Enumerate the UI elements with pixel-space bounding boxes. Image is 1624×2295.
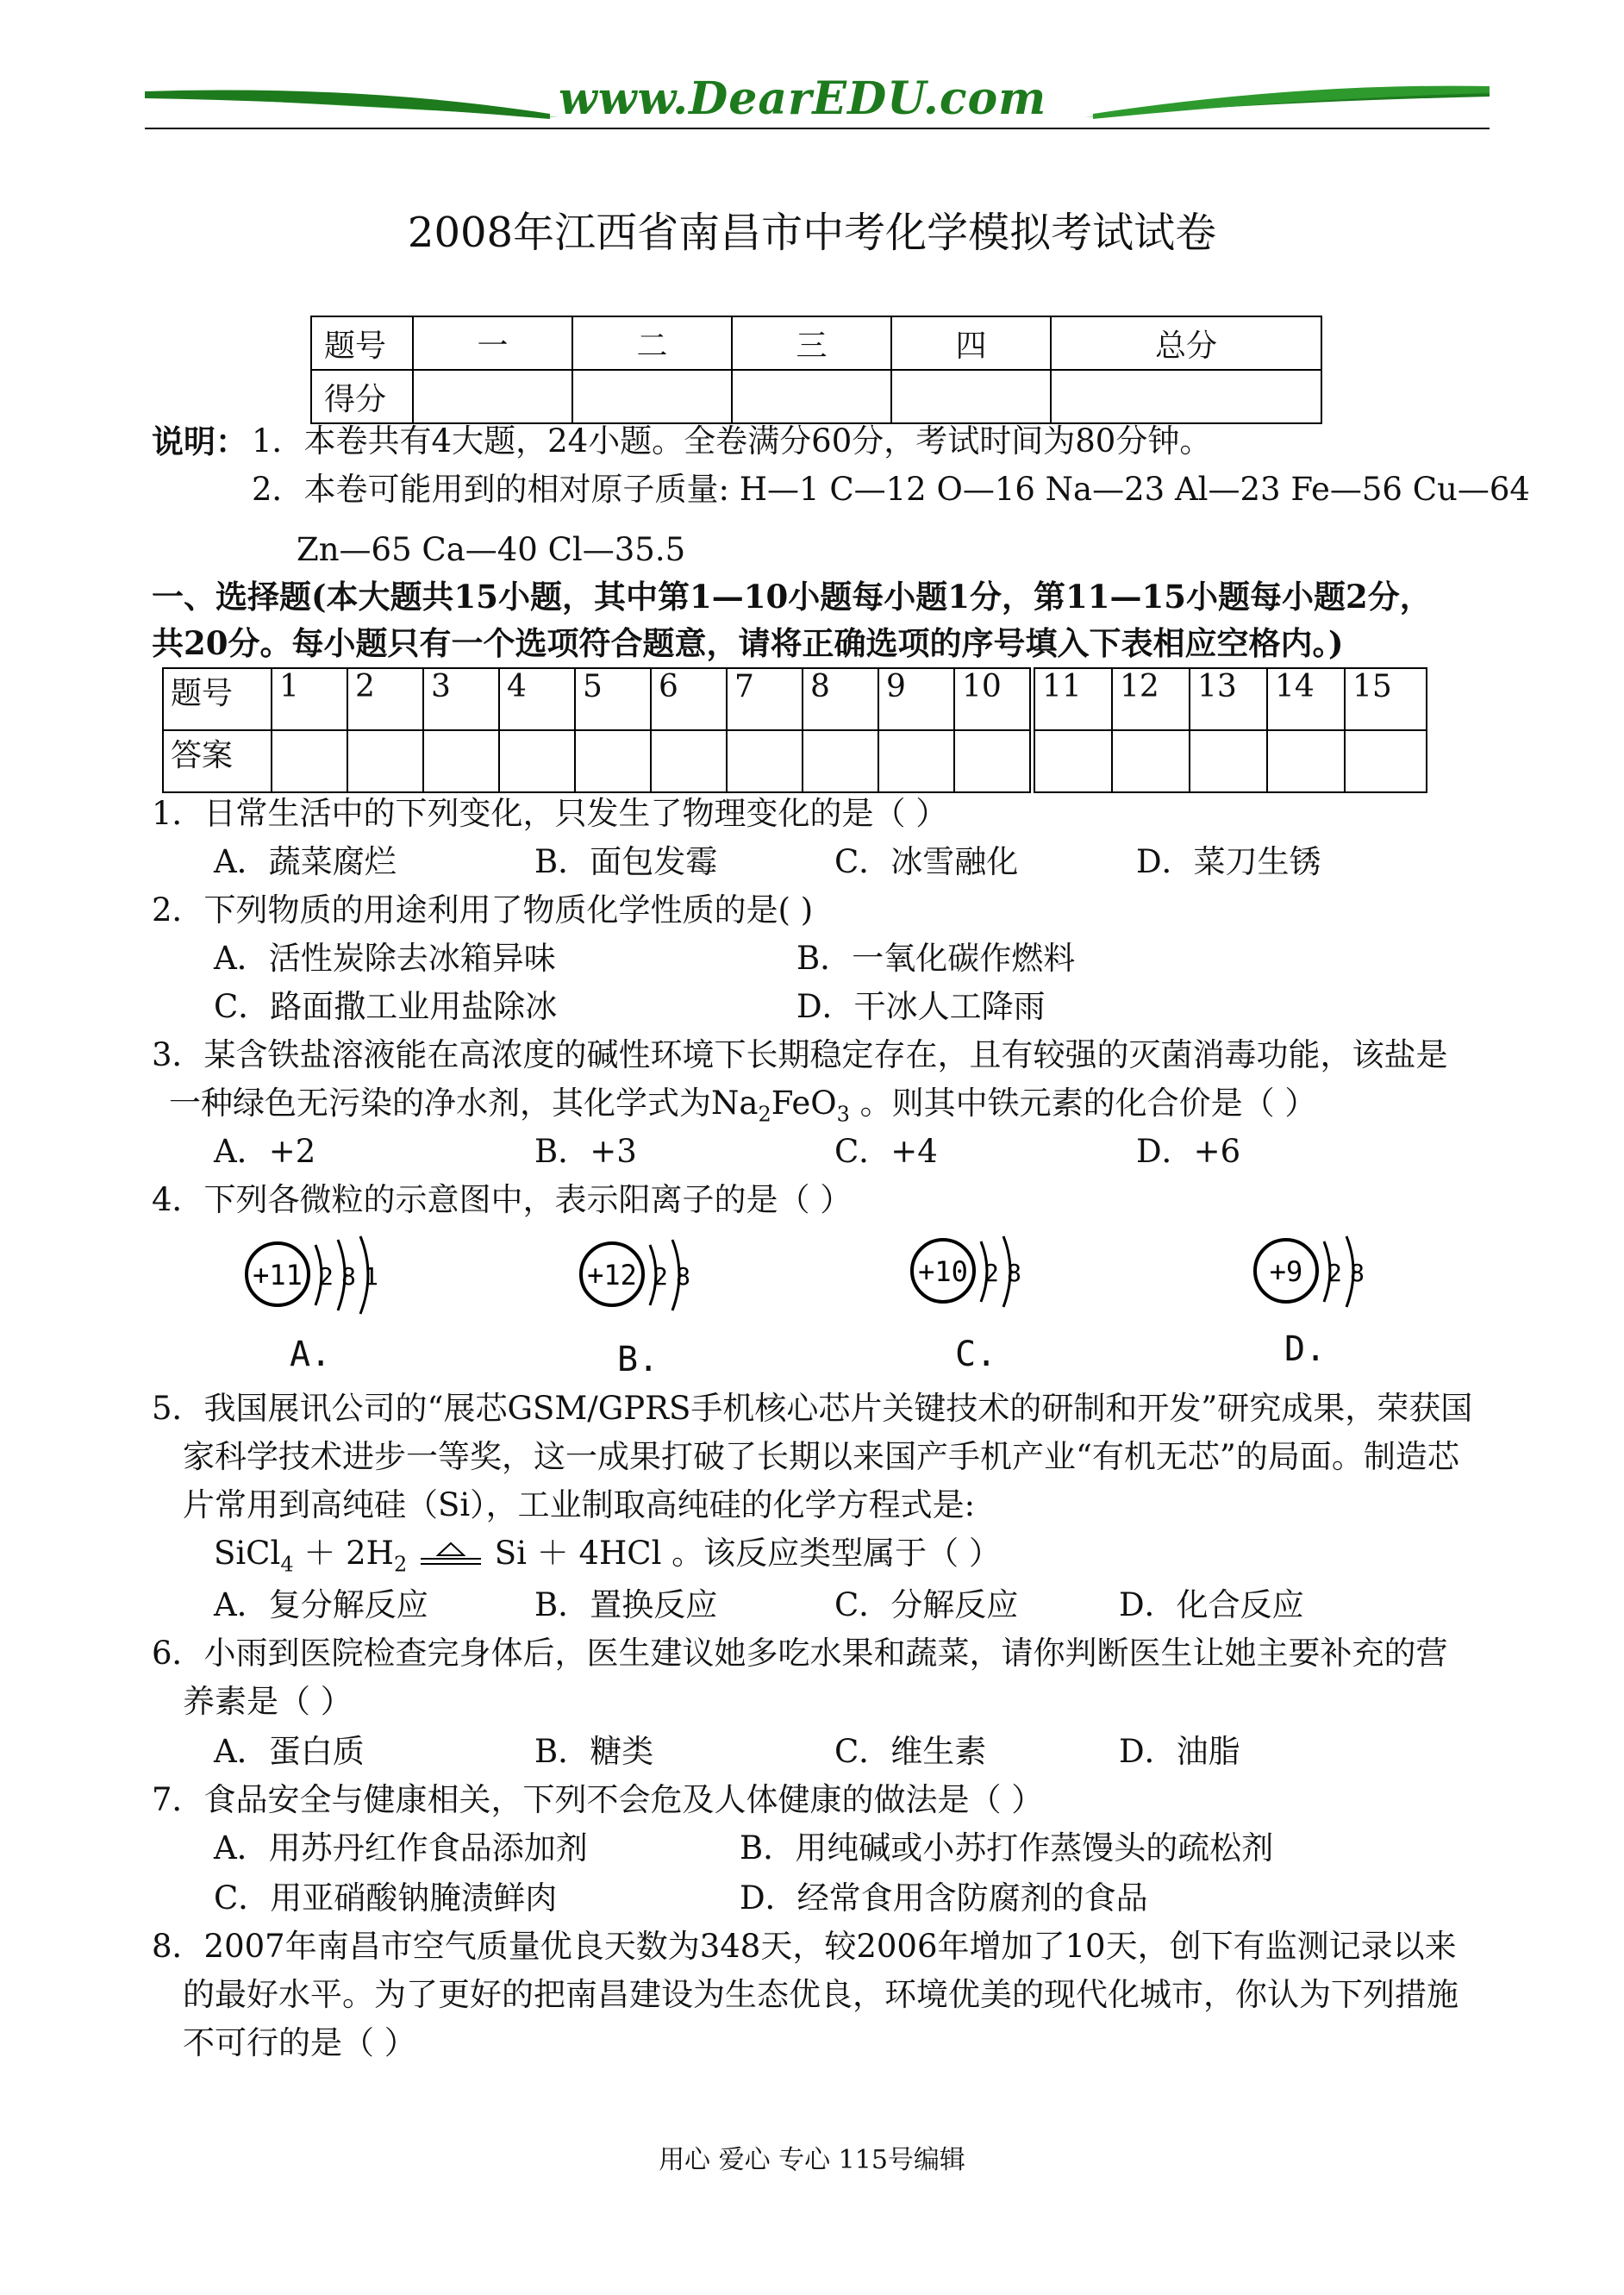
- q3-stem-line1: 3．某含铁盐溶液能在高浓度的碱性环境下长期稳定存在，且有较强的灭菌消毒功能，该盐是: [152, 1036, 1448, 1073]
- atom-label-d: D.: [1284, 1329, 1327, 1369]
- score-cell[interactable]: [572, 370, 732, 423]
- score-cell[interactable]: [1051, 370, 1321, 423]
- score-header-cell: 总分: [1051, 316, 1321, 370]
- answer-cell[interactable]: [878, 730, 954, 792]
- svg-text:8: 8: [1350, 1259, 1365, 1287]
- question-number-cell: 5: [575, 668, 651, 730]
- nucleus-charge: +10: [918, 1255, 968, 1288]
- answer-cell[interactable]: [651, 730, 727, 792]
- q3-option-a: A．+2: [214, 1133, 316, 1170]
- answer-cell[interactable]: [1112, 730, 1190, 792]
- q8-stem-line1: 8．2007年南昌市空气质量优良天数为348天，较2006年增加了10天，创下有监测记录以来: [152, 1928, 1457, 1965]
- score-table: [310, 316, 1322, 424]
- nucleus-charge: +12: [587, 1259, 637, 1291]
- question-number-cell: 12: [1112, 668, 1190, 730]
- svg-text:2: 2: [319, 1262, 334, 1291]
- score-row-label: 得分: [311, 370, 413, 423]
- q7-option-c: C．用亚硝酸钠腌渍鲜肉: [214, 1879, 558, 1917]
- answer-cell[interactable]: [727, 730, 803, 792]
- q3-formula-sub: 3: [836, 1102, 850, 1127]
- answer-cell[interactable]: [1190, 730, 1267, 792]
- atom-structure-icon: [907, 1224, 1036, 1319]
- answer-cell[interactable]: [575, 730, 651, 792]
- svg-text:2: 2: [1327, 1259, 1342, 1287]
- q2-option-d: D．干冰人工降雨: [796, 988, 1046, 1025]
- q3-option-b: B．+3: [534, 1133, 637, 1170]
- q6-option-a: A．蛋白质: [214, 1733, 365, 1770]
- page-footer: 用心 爱心 专心 115号编辑: [659, 2145, 965, 2175]
- answer-cell[interactable]: [1267, 730, 1345, 792]
- question-number-cell: 2: [347, 668, 423, 730]
- svg-text:8: 8: [341, 1262, 356, 1291]
- score-header-cell: 三: [732, 316, 891, 370]
- answer-row-label: 答案: [163, 730, 272, 792]
- answer-table-number-row: [163, 668, 1427, 730]
- q2-option-c: C．路面撒工业用盐除冰: [214, 988, 558, 1025]
- atom-label-c: C.: [955, 1335, 997, 1374]
- score-header-cell: 一: [413, 316, 572, 370]
- answer-cell[interactable]: [1033, 730, 1113, 792]
- q6-stem-line1: 6．小雨到医院检查完身体后，医生建议她多吃水果和蔬菜，请你判断医生让她主要补充的营: [152, 1635, 1448, 1672]
- answer-cell[interactable]: [423, 730, 499, 792]
- q5-option-d: D．化合反应: [1119, 1586, 1304, 1623]
- atom-diagram-b: [576, 1228, 705, 1326]
- answer-table-answer-row: [163, 730, 1427, 792]
- atom-structure-icon: [576, 1228, 705, 1323]
- svg-text:2: 2: [984, 1259, 999, 1287]
- q5-eq-text: Si ＋ 4HCl 。该反应类型属于（ ）: [494, 1535, 1001, 1572]
- question-number-cell: 1: [272, 668, 347, 730]
- answer-cell[interactable]: [272, 730, 347, 792]
- q8-stem-line2: 的最好水平。为了更好的把南昌建设为生态优良，环境优美的现代化城市，你认为下列措施: [183, 1976, 1458, 2013]
- atom-diagram-d: [1250, 1224, 1379, 1323]
- q5-equation: [214, 1535, 1001, 1577]
- question-number-cell: 4: [499, 668, 575, 730]
- answer-row-label: 题号: [163, 668, 272, 730]
- site-logo-text: www.DearEDU.com: [559, 72, 1047, 125]
- q3-formula-text: FeO: [771, 1085, 837, 1122]
- atom-diagram-a: [243, 1228, 390, 1326]
- q4-stem: 4．下列各微粒的示意图中，表示阳离子的是（ ）: [152, 1181, 853, 1218]
- q5-eq-text: ＋ 2H: [293, 1535, 394, 1572]
- score-header-cell: 四: [891, 316, 1051, 370]
- svg-text:8: 8: [1007, 1259, 1021, 1287]
- section1-heading-line1: 一、选择题(本大题共15小题，其中第1—10小题每小题1分，第11—15小题每小题2分，: [152, 578, 1432, 616]
- q3-formula-sub: 2: [758, 1102, 771, 1127]
- question-number-cell: 6: [651, 668, 727, 730]
- question-number-cell: 8: [803, 668, 878, 730]
- score-header-cell: 二: [572, 316, 732, 370]
- answer-cell[interactable]: [1345, 730, 1427, 792]
- notes-line-2: 2．本卷可能用到的相对原子质量: H—1 C—12 O—16 Na—23 Al—23 Fe—56 Cu—64: [252, 471, 1530, 508]
- answer-cell[interactable]: [499, 730, 575, 792]
- answer-cell[interactable]: [954, 730, 1033, 792]
- answer-table: [162, 667, 1427, 793]
- high-temperature-arrow-icon: [417, 1541, 484, 1571]
- question-number-cell: 7: [727, 668, 803, 730]
- score-cell[interactable]: [891, 370, 1051, 423]
- q3-option-d: D．+6: [1136, 1133, 1241, 1170]
- q7-option-b: B．用纯碱或小苏打作蒸馒头的疏松剂: [740, 1829, 1274, 1867]
- q3-stem-text: 一种绿色无污染的净水剂，其化学式为Na: [169, 1085, 759, 1122]
- score-cell[interactable]: [413, 370, 572, 423]
- q2-stem: 2．下列物质的用途利用了物质化学性质的是( ): [152, 891, 814, 929]
- nucleus-charge: +9: [1269, 1255, 1303, 1288]
- notes-line-1: 1．本卷共有4大题，24小题。全卷满分60分，考试时间为80分钟。: [252, 422, 1212, 460]
- notes-line-3: Zn—65 Ca—40 Cl—35.5: [297, 531, 686, 568]
- q1-stem: 1．日常生活中的下列变化，只发生了物理变化的是（ ）: [152, 795, 948, 832]
- atom-diagram-c: [907, 1224, 1036, 1323]
- answer-cell[interactable]: [347, 730, 423, 792]
- q2-option-a: A．活性炭除去冰箱异味: [214, 940, 556, 977]
- q6-option-c: C．维生素: [834, 1733, 987, 1770]
- q5-eq-sub: 2: [393, 1552, 408, 1577]
- q6-option-d: D．油脂: [1119, 1733, 1240, 1770]
- atom-label-b: B.: [617, 1340, 659, 1379]
- q7-option-d: D．经常食用含防腐剂的食品: [740, 1879, 1148, 1917]
- question-number-cell: 14: [1267, 668, 1345, 730]
- svg-text:1: 1: [364, 1262, 378, 1291]
- q6-stem-line2: 养素是（ ）: [183, 1683, 353, 1720]
- notes-label: 说明：: [152, 422, 247, 460]
- q5-option-b: B．置换反应: [534, 1586, 718, 1623]
- question-number-cell: 15: [1345, 668, 1427, 730]
- nucleus-charge: +11: [253, 1259, 303, 1291]
- q7-stem: 7．食品安全与健康相关，下列不会危及人体健康的做法是（ ）: [152, 1781, 1044, 1818]
- q5-eq-sub: 4: [280, 1552, 294, 1577]
- question-number-cell: 11: [1033, 668, 1113, 730]
- q5-option-c: C．分解反应: [834, 1586, 1019, 1623]
- q7-option-a: A．用苏丹红作食品添加剂: [214, 1829, 588, 1867]
- q2-option-b: B．一氧化碳作燃料: [796, 940, 1076, 977]
- q5-eq-text: SiCl: [214, 1535, 281, 1572]
- q3-stem-line2: [169, 1085, 1317, 1127]
- q1-option-a: A．蔬菜腐烂: [214, 843, 397, 880]
- page-title: 2008年江西省南昌市中考化学模拟考试试卷: [407, 209, 1217, 257]
- score-table-score-row: [311, 370, 1321, 423]
- q3-stem-text: 。则其中铁元素的化合价是（ ）: [849, 1085, 1317, 1122]
- q1-option-c: C．冰雪融化: [834, 843, 1019, 880]
- question-number-cell: 3: [423, 668, 499, 730]
- atom-structure-icon: [1250, 1224, 1379, 1319]
- svg-text:2: 2: [653, 1262, 668, 1291]
- q5-option-a: A．复分解反应: [214, 1586, 428, 1623]
- q5-stem-line3: 片常用到高纯硅（Si），工业制取高纯硅的化学方程式是:: [183, 1486, 976, 1523]
- score-table-header-row: [311, 316, 1321, 370]
- answer-cell[interactable]: [803, 730, 878, 792]
- question-number-cell: 10: [954, 668, 1033, 730]
- q5-stem-line2: 家科学技术进步一等奖，这一成果打破了长期以来国产手机产业“有机无芯”的局面。制造芯: [183, 1438, 1459, 1475]
- question-number-cell: 13: [1190, 668, 1267, 730]
- q5-stem-line1: 5．我国展讯公司的“展芯GSM/GPRS手机核心芯片关键技术的研制和开发”研究成果，荣获国: [152, 1390, 1473, 1427]
- q1-option-d: D．菜刀生锈: [1136, 843, 1321, 880]
- header-rule: [145, 128, 1490, 129]
- atom-structure-icon: [243, 1228, 390, 1323]
- question-number-cell: 9: [878, 668, 954, 730]
- score-header-cell: 题号: [311, 316, 413, 370]
- q8-stem-line3: 不可行的是（ ）: [183, 2024, 416, 2061]
- q6-option-b: B．糖类: [534, 1733, 654, 1770]
- svg-text:8: 8: [676, 1262, 690, 1291]
- q3-option-c: C．+4: [834, 1133, 938, 1170]
- score-cell[interactable]: [732, 370, 891, 423]
- atom-label-a: A.: [290, 1335, 332, 1374]
- q1-option-b: B．面包发霉: [534, 843, 718, 880]
- section1-heading-line2: 共20分。每小题只有一个选项符合题意，请将正确选项的序号填入下表相应空格内。): [152, 624, 1344, 662]
